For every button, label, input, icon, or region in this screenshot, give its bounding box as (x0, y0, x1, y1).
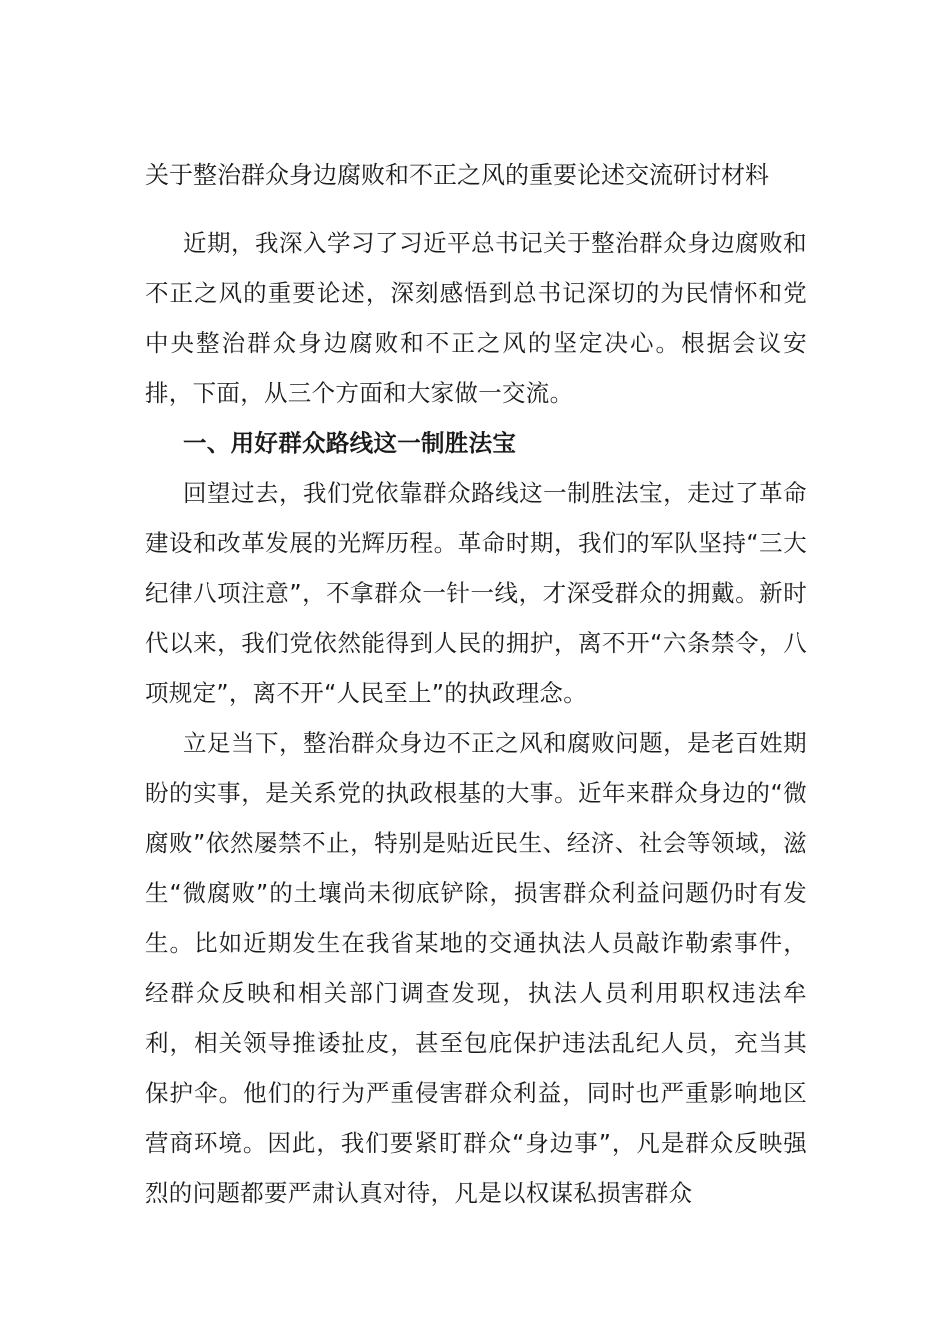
document-title: 关于整治群众身边腐败和不正之风的重要论述交流研讨材料 (145, 161, 769, 189)
section-heading: 一、用好群众路线这一制胜法宝 (183, 429, 517, 457)
body-paragraph: 回望过去，我们党依靠群众路线这一制胜法宝，走过了革命建设和改革发展的光辉历程。革命时期，我们的军队坚持“三大纪律八项注意”，不拿群众一针一线，才深受群众的拥戴。新时代以来，我们党依然能得到人民的拥护，离不开“六条禁令，八项规定”，离不开“人民至上”的执政理念。 (145, 479, 807, 707)
intro-paragraph: 近期，我深入学习了习近平总书记关于整治群众身边腐败和不正之风的重要论述，深刻感悟到总书记深切的为民情怀和党中央整治群众身边腐败和不正之风的坚定决心。根据会议安排，下面，从三个方面和大家做一交流。 (145, 229, 807, 407)
body-paragraph: 立足当下，整治群众身边不正之风和腐败问题，是老百姓期盼的实事，是关系党的执政根基的大事。近年来群众身边的“微腐败”依然屡禁不止，特别是贴近民生、经济、社会等领域，滋生“微腐败”的土壤尚未彻底铲除，损害群众利益问题仍时有发生。比如近期发生在我省某地的交通执法人员敲诈勒索事件，经群众反映和相关部门调查发现，执法人员利用职权违法牟利，相关领导推诿扯皮，甚至包庇保护违法乱纪人员，充当其保护伞。他们的行为严重侵害群众利益，同时也严重影响地区营商环境。因此，我们要紧盯群众“身边事”，凡是群众反映强烈的问题都要严肃认真对待，凡是以权谋私损害群众 (145, 729, 807, 1207)
document-body (145, 218, 807, 1218)
